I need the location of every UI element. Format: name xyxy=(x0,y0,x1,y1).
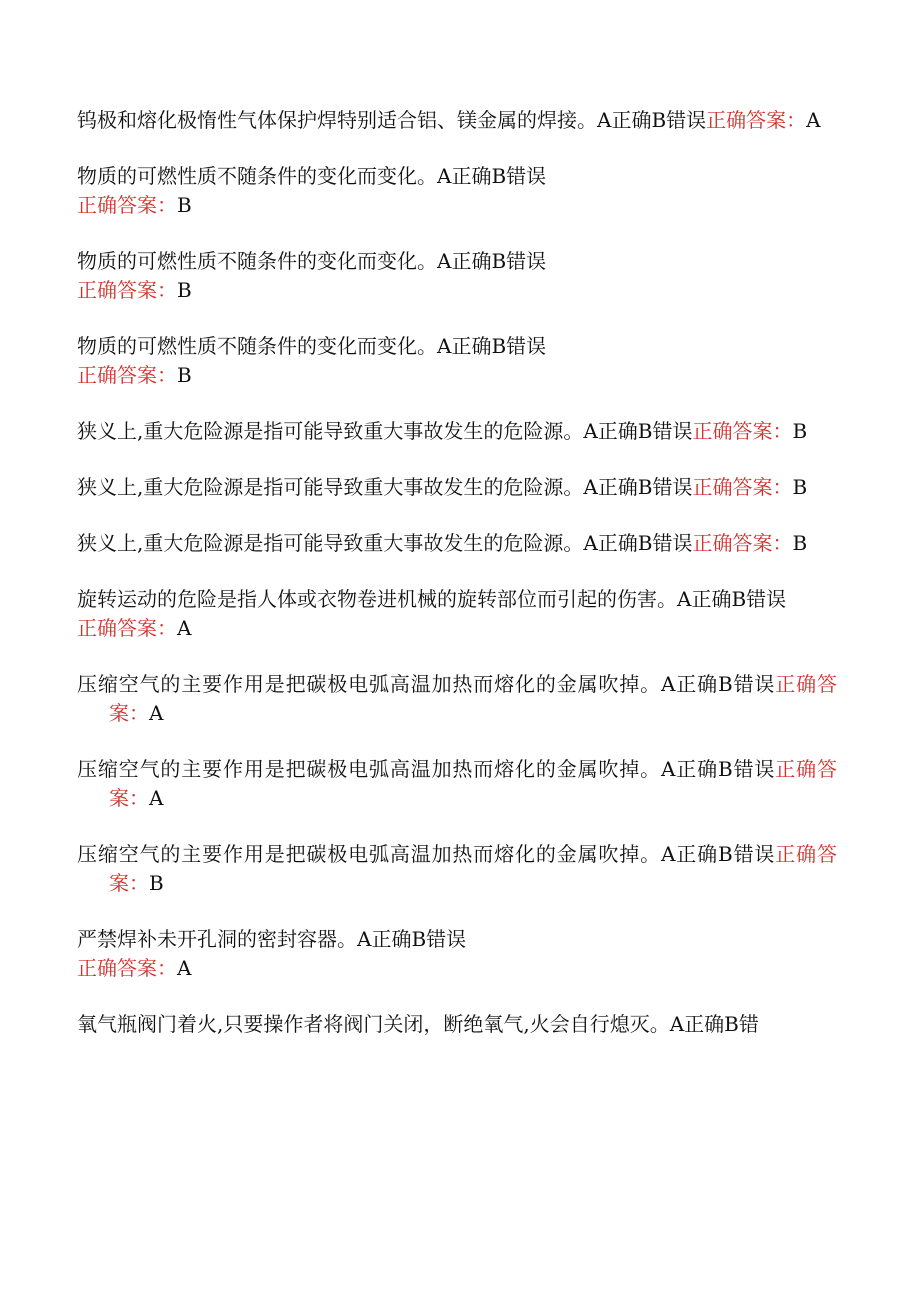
answer-label: 正确答案： xyxy=(109,757,838,810)
answer-line xyxy=(77,361,837,390)
question-item xyxy=(77,755,837,813)
answer-label: 正确答案： xyxy=(109,672,838,725)
question-item xyxy=(77,670,837,728)
answer-value: A xyxy=(149,701,164,725)
answer-value: B xyxy=(792,419,808,443)
answer-line xyxy=(77,614,837,643)
answer-label: 正确答案： xyxy=(77,363,177,387)
answer-label: 正确答案： xyxy=(109,842,838,895)
question-text: 狭义上,重大危险源是指可能导致重大事故发生的危险源。A正确B错误 xyxy=(77,475,693,499)
answer-value: B xyxy=(792,531,808,555)
question-item xyxy=(77,332,837,390)
answer-line xyxy=(77,276,837,305)
question-text: 物质的可燃性质不随条件的变化而变化。A正确B错误 xyxy=(77,249,547,273)
question-item xyxy=(77,585,837,643)
answer-label: 正确答案： xyxy=(77,956,177,980)
answer-label: 正确答案： xyxy=(706,108,807,132)
answer-label: 正确答案： xyxy=(692,475,793,499)
answer-label: 正确答案： xyxy=(692,531,793,555)
question-text: 旋转运动的危险是指人体或衣物卷进机械的旋转部位而引起的伤害。A正确B错误 xyxy=(77,587,787,611)
question-item xyxy=(77,925,837,983)
question-text: 狭义上,重大危险源是指可能导致重大事故发生的危险源。A正确B错误 xyxy=(77,419,693,443)
question-text: 严禁焊补未开孔洞的密封容器。A正确B错误 xyxy=(77,927,467,951)
answer-value: A xyxy=(177,616,192,640)
answer-value: B xyxy=(792,475,808,499)
question-item xyxy=(77,106,837,135)
question-item xyxy=(77,417,837,446)
question-text: 钨极和熔化极惰性气体保护焊特别适合铝、镁金属的焊接。A正确B错误 xyxy=(77,108,707,132)
answer-line xyxy=(706,108,820,132)
answer-label: 正确答案： xyxy=(77,278,177,302)
question-text: 压缩空气的主要作用是把碳极电弧高温加热而熔化的金属吹掉。A正确B错误 xyxy=(77,672,776,696)
question-item xyxy=(77,840,837,898)
answer-line xyxy=(77,191,837,220)
question-item xyxy=(77,529,837,558)
answer-value: B xyxy=(149,871,164,895)
question-text: 物质的可燃性质不随条件的变化而变化。A正确B错误 xyxy=(77,164,547,188)
question-text: 物质的可燃性质不随条件的变化而变化。A正确B错误 xyxy=(77,334,547,358)
answer-value: A xyxy=(177,956,192,980)
question-item xyxy=(77,473,837,502)
answer-label: 正确答案： xyxy=(77,193,177,217)
question-item xyxy=(77,247,837,305)
answer-line xyxy=(77,954,837,983)
answer-value: B xyxy=(177,363,192,387)
answer-value: B xyxy=(177,193,192,217)
question-text: 氧气瓶阀门着火,只要操作者将阀门关闭，断绝氧气,火会自行熄灭。A正确B错 xyxy=(77,1012,759,1036)
document-page xyxy=(77,106,837,1066)
question-item xyxy=(77,162,837,220)
question-item xyxy=(77,1010,837,1039)
answer-value: A xyxy=(149,786,164,810)
question-text: 压缩空气的主要作用是把碳极电弧高温加热而熔化的金属吹掉。A正确B错误 xyxy=(77,757,776,781)
answer-value: A xyxy=(806,108,821,132)
answer-value: B xyxy=(177,278,192,302)
question-text: 压缩空气的主要作用是把碳极电弧高温加热而熔化的金属吹掉。A正确B错误 xyxy=(77,842,776,866)
answer-label: 正确答案： xyxy=(692,419,793,443)
answer-line xyxy=(693,475,808,499)
answer-line xyxy=(693,419,808,443)
question-text: 狭义上,重大危险源是指可能导致重大事故发生的危险源。A正确B错误 xyxy=(77,531,693,555)
answer-label: 正确答案： xyxy=(77,616,177,640)
answer-line xyxy=(693,531,808,555)
